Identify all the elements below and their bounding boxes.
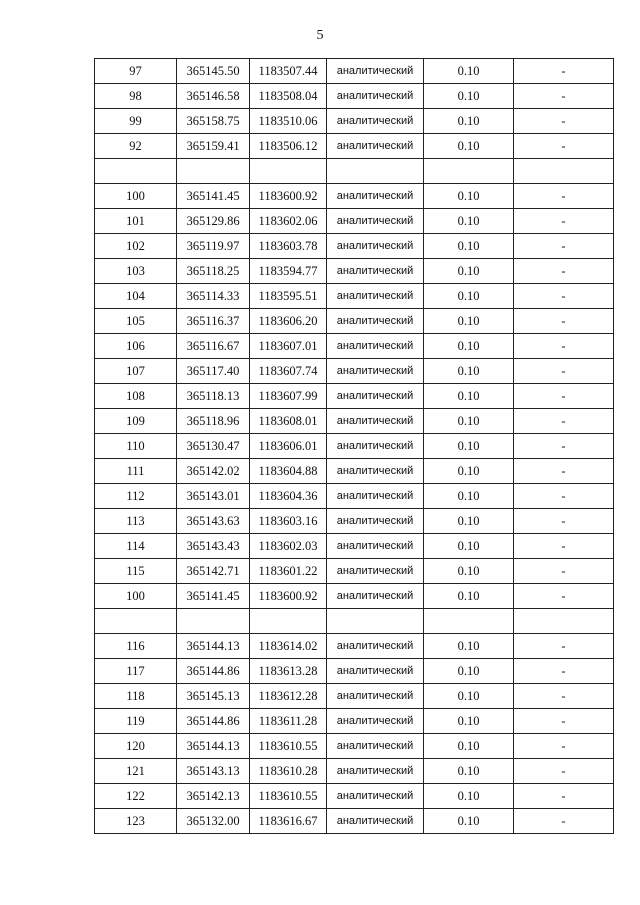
x-coordinate-cell: 365143.43 xyxy=(177,534,250,559)
point-number-cell: 103 xyxy=(95,259,177,284)
table-row xyxy=(95,634,614,659)
point-number-cell: 108 xyxy=(95,384,177,409)
method-cell: аналитический xyxy=(327,759,424,784)
note-cell: - xyxy=(514,559,614,584)
note-cell: - xyxy=(514,134,614,159)
point-number-cell: 102 xyxy=(95,234,177,259)
method-cell: аналитический xyxy=(327,234,424,259)
empty-cell xyxy=(177,159,250,184)
empty-cell xyxy=(424,609,514,634)
note-cell: - xyxy=(514,509,614,534)
x-coordinate-cell: 365144.86 xyxy=(177,709,250,734)
table-row xyxy=(95,409,614,434)
table-row xyxy=(95,184,614,209)
point-number-cell: 114 xyxy=(95,534,177,559)
method-cell: аналитический xyxy=(327,584,424,609)
table-row xyxy=(95,684,614,709)
y-coordinate-cell: 1183610.55 xyxy=(250,784,327,809)
table-row xyxy=(95,309,614,334)
method-cell: аналитический xyxy=(327,534,424,559)
x-coordinate-cell: 365146.58 xyxy=(177,84,250,109)
note-cell: - xyxy=(514,184,614,209)
table-row xyxy=(95,559,614,584)
table-row xyxy=(95,509,614,534)
note-cell: - xyxy=(514,334,614,359)
x-coordinate-cell: 365116.67 xyxy=(177,334,250,359)
y-coordinate-cell: 1183600.92 xyxy=(250,584,327,609)
empty-cell xyxy=(95,159,177,184)
point-number-cell: 98 xyxy=(95,84,177,109)
note-cell: - xyxy=(514,809,614,834)
method-cell: аналитический xyxy=(327,134,424,159)
note-cell: - xyxy=(514,684,614,709)
coordinates-table-body xyxy=(95,59,614,834)
table-row xyxy=(95,434,614,459)
point-number-cell: 117 xyxy=(95,659,177,684)
table-row xyxy=(95,809,614,834)
x-coordinate-cell: 365117.40 xyxy=(177,359,250,384)
table-separator-row xyxy=(95,609,614,634)
method-cell: аналитический xyxy=(327,434,424,459)
accuracy-cell: 0.10 xyxy=(424,184,514,209)
y-coordinate-cell: 1183507.44 xyxy=(250,59,327,84)
note-cell: - xyxy=(514,409,614,434)
accuracy-cell: 0.10 xyxy=(424,309,514,334)
method-cell: аналитический xyxy=(327,484,424,509)
table-row xyxy=(95,359,614,384)
table-row xyxy=(95,484,614,509)
note-cell: - xyxy=(514,434,614,459)
accuracy-cell: 0.10 xyxy=(424,234,514,259)
note-cell: - xyxy=(514,634,614,659)
y-coordinate-cell: 1183506.12 xyxy=(250,134,327,159)
method-cell: аналитический xyxy=(327,684,424,709)
empty-cell xyxy=(514,609,614,634)
table-row xyxy=(95,459,614,484)
table-row xyxy=(95,134,614,159)
accuracy-cell: 0.10 xyxy=(424,384,514,409)
point-number-cell: 100 xyxy=(95,584,177,609)
coordinates-table xyxy=(94,58,614,834)
x-coordinate-cell: 365118.96 xyxy=(177,409,250,434)
accuracy-cell: 0.10 xyxy=(424,59,514,84)
x-coordinate-cell: 365118.13 xyxy=(177,384,250,409)
point-number-cell: 116 xyxy=(95,634,177,659)
accuracy-cell: 0.10 xyxy=(424,259,514,284)
accuracy-cell: 0.10 xyxy=(424,284,514,309)
y-coordinate-cell: 1183616.67 xyxy=(250,809,327,834)
note-cell: - xyxy=(514,209,614,234)
x-coordinate-cell: 365159.41 xyxy=(177,134,250,159)
y-coordinate-cell: 1183607.99 xyxy=(250,384,327,409)
accuracy-cell: 0.10 xyxy=(424,84,514,109)
accuracy-cell: 0.10 xyxy=(424,734,514,759)
x-coordinate-cell: 365118.25 xyxy=(177,259,250,284)
note-cell: - xyxy=(514,234,614,259)
method-cell: аналитический xyxy=(327,734,424,759)
table-row xyxy=(95,284,614,309)
empty-cell xyxy=(327,609,424,634)
point-number-cell: 115 xyxy=(95,559,177,584)
note-cell: - xyxy=(514,284,614,309)
accuracy-cell: 0.10 xyxy=(424,759,514,784)
note-cell: - xyxy=(514,534,614,559)
accuracy-cell: 0.10 xyxy=(424,209,514,234)
x-coordinate-cell: 365158.75 xyxy=(177,109,250,134)
method-cell: аналитический xyxy=(327,709,424,734)
table-row xyxy=(95,209,614,234)
accuracy-cell: 0.10 xyxy=(424,534,514,559)
table-row xyxy=(95,334,614,359)
accuracy-cell: 0.10 xyxy=(424,809,514,834)
table-row xyxy=(95,734,614,759)
empty-cell xyxy=(250,159,327,184)
method-cell: аналитический xyxy=(327,559,424,584)
point-number-cell: 113 xyxy=(95,509,177,534)
empty-cell xyxy=(514,159,614,184)
y-coordinate-cell: 1183610.55 xyxy=(250,734,327,759)
note-cell: - xyxy=(514,309,614,334)
method-cell: аналитический xyxy=(327,809,424,834)
method-cell: аналитический xyxy=(327,659,424,684)
empty-cell xyxy=(177,609,250,634)
method-cell: аналитический xyxy=(327,784,424,809)
note-cell: - xyxy=(514,484,614,509)
x-coordinate-cell: 365114.33 xyxy=(177,284,250,309)
table-row xyxy=(95,109,614,134)
point-number-cell: 107 xyxy=(95,359,177,384)
table-row xyxy=(95,59,614,84)
x-coordinate-cell: 365144.13 xyxy=(177,634,250,659)
accuracy-cell: 0.10 xyxy=(424,109,514,134)
method-cell: аналитический xyxy=(327,384,424,409)
table-row xyxy=(95,234,614,259)
point-number-cell: 92 xyxy=(95,134,177,159)
y-coordinate-cell: 1183612.28 xyxy=(250,684,327,709)
x-coordinate-cell: 365143.13 xyxy=(177,759,250,784)
y-coordinate-cell: 1183603.78 xyxy=(250,234,327,259)
table-row xyxy=(95,384,614,409)
y-coordinate-cell: 1183510.06 xyxy=(250,109,327,134)
point-number-cell: 97 xyxy=(95,59,177,84)
point-number-cell: 110 xyxy=(95,434,177,459)
x-coordinate-cell: 365130.47 xyxy=(177,434,250,459)
method-cell: аналитический xyxy=(327,309,424,334)
table-row xyxy=(95,84,614,109)
method-cell: аналитический xyxy=(327,359,424,384)
method-cell: аналитический xyxy=(327,409,424,434)
y-coordinate-cell: 1183604.88 xyxy=(250,459,327,484)
y-coordinate-cell: 1183611.28 xyxy=(250,709,327,734)
method-cell: аналитический xyxy=(327,59,424,84)
table-row xyxy=(95,784,614,809)
empty-cell xyxy=(327,159,424,184)
point-number-cell: 104 xyxy=(95,284,177,309)
table-row xyxy=(95,659,614,684)
y-coordinate-cell: 1183607.01 xyxy=(250,334,327,359)
accuracy-cell: 0.10 xyxy=(424,559,514,584)
point-number-cell: 121 xyxy=(95,759,177,784)
accuracy-cell: 0.10 xyxy=(424,484,514,509)
method-cell: аналитический xyxy=(327,84,424,109)
x-coordinate-cell: 365129.86 xyxy=(177,209,250,234)
note-cell: - xyxy=(514,359,614,384)
accuracy-cell: 0.10 xyxy=(424,659,514,684)
x-coordinate-cell: 365142.71 xyxy=(177,559,250,584)
point-number-cell: 111 xyxy=(95,459,177,484)
point-number-cell: 118 xyxy=(95,684,177,709)
method-cell: аналитический xyxy=(327,184,424,209)
accuracy-cell: 0.10 xyxy=(424,134,514,159)
note-cell: - xyxy=(514,109,614,134)
x-coordinate-cell: 365141.45 xyxy=(177,184,250,209)
point-number-cell: 99 xyxy=(95,109,177,134)
method-cell: аналитический xyxy=(327,284,424,309)
table-row xyxy=(95,759,614,784)
y-coordinate-cell: 1183594.77 xyxy=(250,259,327,284)
method-cell: аналитический xyxy=(327,459,424,484)
note-cell: - xyxy=(514,659,614,684)
y-coordinate-cell: 1183603.16 xyxy=(250,509,327,534)
note-cell: - xyxy=(514,59,614,84)
method-cell: аналитический xyxy=(327,109,424,134)
note-cell: - xyxy=(514,709,614,734)
point-number-cell: 120 xyxy=(95,734,177,759)
point-number-cell: 101 xyxy=(95,209,177,234)
note-cell: - xyxy=(514,784,614,809)
empty-cell xyxy=(250,609,327,634)
y-coordinate-cell: 1183606.20 xyxy=(250,309,327,334)
accuracy-cell: 0.10 xyxy=(424,409,514,434)
point-number-cell: 112 xyxy=(95,484,177,509)
x-coordinate-cell: 365142.02 xyxy=(177,459,250,484)
table-row xyxy=(95,709,614,734)
accuracy-cell: 0.10 xyxy=(424,584,514,609)
note-cell: - xyxy=(514,84,614,109)
table-row xyxy=(95,534,614,559)
point-number-cell: 119 xyxy=(95,709,177,734)
point-number-cell: 105 xyxy=(95,309,177,334)
point-number-cell: 122 xyxy=(95,784,177,809)
x-coordinate-cell: 365116.37 xyxy=(177,309,250,334)
y-coordinate-cell: 1183601.22 xyxy=(250,559,327,584)
accuracy-cell: 0.10 xyxy=(424,784,514,809)
note-cell: - xyxy=(514,584,614,609)
x-coordinate-cell: 365145.50 xyxy=(177,59,250,84)
y-coordinate-cell: 1183600.92 xyxy=(250,184,327,209)
empty-cell xyxy=(424,159,514,184)
y-coordinate-cell: 1183614.02 xyxy=(250,634,327,659)
y-coordinate-cell: 1183610.28 xyxy=(250,759,327,784)
method-cell: аналитический xyxy=(327,334,424,359)
x-coordinate-cell: 365141.45 xyxy=(177,584,250,609)
method-cell: аналитический xyxy=(327,259,424,284)
x-coordinate-cell: 365132.00 xyxy=(177,809,250,834)
point-number-cell: 106 xyxy=(95,334,177,359)
y-coordinate-cell: 1183606.01 xyxy=(250,434,327,459)
accuracy-cell: 0.10 xyxy=(424,459,514,484)
x-coordinate-cell: 365143.01 xyxy=(177,484,250,509)
table-row xyxy=(95,584,614,609)
empty-cell xyxy=(95,609,177,634)
point-number-cell: 100 xyxy=(95,184,177,209)
x-coordinate-cell: 365144.86 xyxy=(177,659,250,684)
table-separator-row xyxy=(95,159,614,184)
table-row xyxy=(95,259,614,284)
accuracy-cell: 0.10 xyxy=(424,334,514,359)
x-coordinate-cell: 365145.13 xyxy=(177,684,250,709)
accuracy-cell: 0.10 xyxy=(424,709,514,734)
x-coordinate-cell: 365119.97 xyxy=(177,234,250,259)
note-cell: - xyxy=(514,459,614,484)
accuracy-cell: 0.10 xyxy=(424,634,514,659)
note-cell: - xyxy=(514,384,614,409)
accuracy-cell: 0.10 xyxy=(424,684,514,709)
method-cell: аналитический xyxy=(327,634,424,659)
y-coordinate-cell: 1183595.51 xyxy=(250,284,327,309)
x-coordinate-cell: 365142.13 xyxy=(177,784,250,809)
x-coordinate-cell: 365143.63 xyxy=(177,509,250,534)
accuracy-cell: 0.10 xyxy=(424,359,514,384)
y-coordinate-cell: 1183602.06 xyxy=(250,209,327,234)
y-coordinate-cell: 1183604.36 xyxy=(250,484,327,509)
point-number-cell: 123 xyxy=(95,809,177,834)
note-cell: - xyxy=(514,734,614,759)
point-number-cell: 109 xyxy=(95,409,177,434)
accuracy-cell: 0.10 xyxy=(424,509,514,534)
x-coordinate-cell: 365144.13 xyxy=(177,734,250,759)
y-coordinate-cell: 1183607.74 xyxy=(250,359,327,384)
y-coordinate-cell: 1183602.03 xyxy=(250,534,327,559)
method-cell: аналитический xyxy=(327,509,424,534)
y-coordinate-cell: 1183613.28 xyxy=(250,659,327,684)
note-cell: - xyxy=(514,759,614,784)
method-cell: аналитический xyxy=(327,209,424,234)
y-coordinate-cell: 1183508.04 xyxy=(250,84,327,109)
accuracy-cell: 0.10 xyxy=(424,434,514,459)
note-cell: - xyxy=(514,259,614,284)
page-number: 5 xyxy=(316,28,324,43)
y-coordinate-cell: 1183608.01 xyxy=(250,409,327,434)
